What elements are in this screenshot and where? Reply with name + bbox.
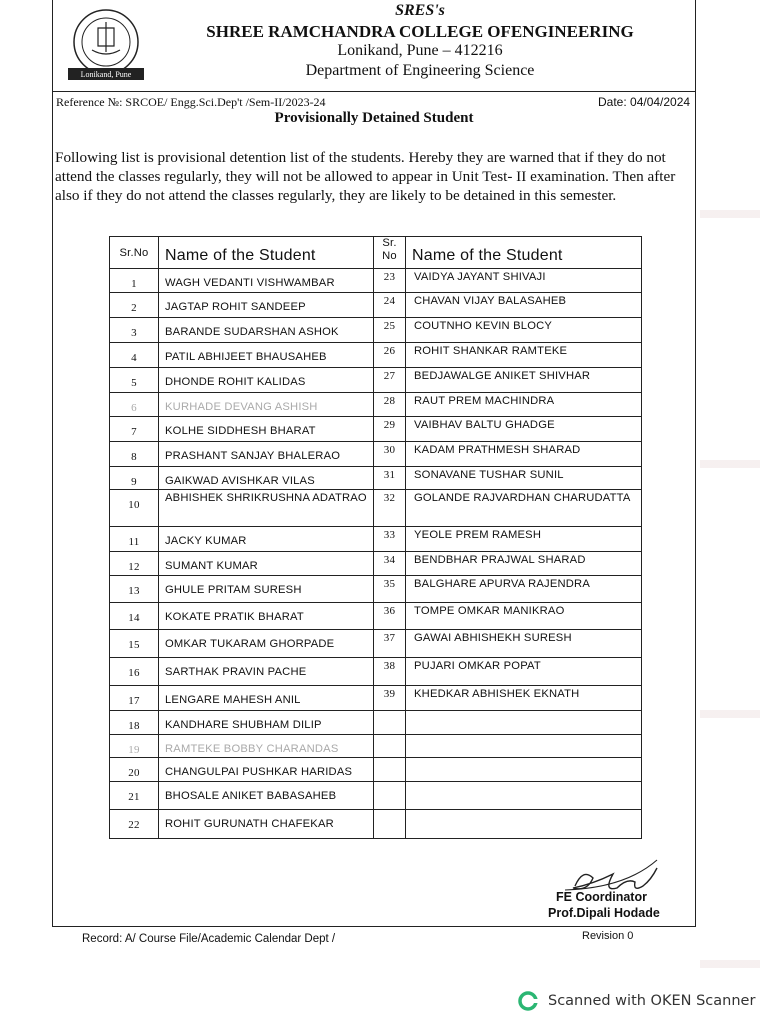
header-srno-2: Sr. No — [374, 237, 406, 269]
student-srno-2: 37 — [374, 630, 406, 658]
student-srno: 20 — [110, 758, 159, 782]
student-name: BHOSALE ANIKET BABASAHEB — [159, 782, 374, 810]
table-row — [110, 318, 642, 343]
org-name: SRES's — [395, 2, 445, 19]
student-name-2: VAIDYA JAYANT SHIVAJI — [406, 269, 642, 293]
student-name-2: ROHIT SHANKAR RAMTEKE — [406, 343, 642, 368]
student-name: DHONDE ROHIT KALIDAS — [159, 368, 374, 393]
student-srno-2 — [374, 735, 406, 758]
table-row — [110, 269, 642, 293]
student-srno-2: 33 — [374, 527, 406, 552]
student-srno: 18 — [110, 711, 159, 735]
student-srno-2: 38 — [374, 658, 406, 686]
student-srno: 4 — [110, 343, 159, 368]
student-srno: 3 — [110, 318, 159, 343]
student-name: JAGTAP ROHIT SANDEEP — [159, 293, 374, 318]
student-name-2: KADAM PRATHMESH SHARAD — [406, 442, 642, 467]
college-logo-icon — [62, 6, 150, 84]
student-srno: 13 — [110, 576, 159, 603]
student-name-2: COUTNHO KEVIN BLOCY — [406, 318, 642, 343]
student-name: LENGARE MAHESH ANIL — [159, 686, 374, 711]
student-srno: 12 — [110, 552, 159, 576]
student-srno-2 — [374, 810, 406, 839]
student-srno: 6 — [110, 393, 159, 417]
student-srno-2: 26 — [374, 343, 406, 368]
student-srno-2: 29 — [374, 417, 406, 442]
table-row — [110, 527, 642, 552]
student-name: BARANDE SUDARSHAN ASHOK — [159, 318, 374, 343]
student-srno-2: 27 — [374, 368, 406, 393]
student-name-2 — [406, 758, 642, 782]
student-srno: 21 — [110, 782, 159, 810]
student-srno-2: 39 — [374, 686, 406, 711]
student-srno: 11 — [110, 527, 159, 552]
college-address: Lonikand, Pune – 412216 — [337, 42, 503, 59]
table-row — [110, 442, 642, 467]
student-srno: 22 — [110, 810, 159, 839]
student-srno: 7 — [110, 417, 159, 442]
table-row — [110, 603, 642, 630]
intro-paragraph: Following list is provisional detention list of the students. Hereby they are warned that if they do not attend the classes regularly, they will not be allowed to appear in Unit Test- II examination. Then after also if they do not attend the classes regularly, they are likely to be detained in this semester. — [55, 149, 676, 204]
detained-students-table — [109, 236, 642, 839]
student-name: RAMTEKE BOBBY CHARANDAS — [159, 735, 374, 758]
student-name: ROHIT GURUNATH CHAFEKAR — [159, 810, 374, 839]
student-name: ABHISHEK SHRIKRUSHNA ADATRAO — [159, 490, 374, 527]
student-srno-2: 34 — [374, 552, 406, 576]
table-row — [110, 417, 642, 442]
student-srno-2: 36 — [374, 603, 406, 630]
reference-number: Reference №: SRCOE/ Engg.Sci.Dep't /Sem-II/2023-24 — [56, 95, 326, 109]
student-srno: 14 — [110, 603, 159, 630]
table-row — [110, 658, 642, 686]
student-name-2: TOMPE OMKAR MANIKRAO — [406, 603, 642, 630]
student-srno: 9 — [110, 467, 159, 490]
student-srno: 15 — [110, 630, 159, 658]
table-row — [110, 735, 642, 758]
student-srno: 2 — [110, 293, 159, 318]
student-name-2: GOLANDE RAJVARDHAN CHARUDATTA — [406, 490, 642, 527]
table-row — [110, 552, 642, 576]
footer-divider — [52, 926, 696, 927]
student-srno-2 — [374, 782, 406, 810]
student-name-2 — [406, 735, 642, 758]
student-name: KOLHE SIDDHESH BHARAT — [159, 417, 374, 442]
student-name-2: RAUT PREM MACHINDRA — [406, 393, 642, 417]
student-name-2: GAWAI ABHISHEKH SURESH — [406, 630, 642, 658]
student-srno-2: 35 — [374, 576, 406, 603]
student-srno: 10 — [110, 490, 159, 527]
record-reference: Record: A/ Course File/Academic Calendar Dept / — [82, 933, 336, 945]
department-name: Department of Engineering Science — [305, 62, 535, 79]
table-row — [110, 393, 642, 417]
student-srno: 8 — [110, 442, 159, 467]
student-name: JACKY KUMAR — [159, 527, 374, 552]
student-srno: 17 — [110, 686, 159, 711]
student-srno-2 — [374, 758, 406, 782]
header-name: Name of the Student — [159, 237, 374, 269]
document-title: Provisionally Detained Student — [274, 110, 474, 126]
table-row — [110, 810, 642, 839]
student-srno-2: 28 — [374, 393, 406, 417]
student-name-2: YEOLE PREM RAMESH — [406, 527, 642, 552]
student-srno: 19 — [110, 735, 159, 758]
student-srno-2: 30 — [374, 442, 406, 467]
table-row — [110, 576, 642, 603]
header-name-2: Name of the Student — [406, 237, 642, 269]
college-name: SHREE RAMCHANDRA COLLEGE OFENGINEERING — [206, 22, 634, 41]
student-srno-2: 23 — [374, 269, 406, 293]
student-name: KOKATE PRATIK BHARAT — [159, 603, 374, 630]
student-name: KANDHARE SHUBHAM DILIP — [159, 711, 374, 735]
student-name: WAGH VEDANTI VISHWAMBAR — [159, 269, 374, 293]
student-srno-2: 25 — [374, 318, 406, 343]
student-name: SARTHAK PRAVIN PACHE — [159, 658, 374, 686]
header-srno: Sr.No — [110, 237, 159, 269]
signatory-name: Prof.Dipali Hodade — [548, 906, 660, 920]
student-srno: 5 — [110, 368, 159, 393]
student-srno-2 — [374, 711, 406, 735]
table-row — [110, 758, 642, 782]
student-name: OMKAR TUKARAM GHORPADE — [159, 630, 374, 658]
student-name: KURHADE DEVANG ASHISH — [159, 393, 374, 417]
table-row — [110, 490, 642, 527]
student-name: PRASHANT SANJAY BHALERAO — [159, 442, 374, 467]
student-name-2: VAIBHAV BALTU GHADGE — [406, 417, 642, 442]
student-name-2: BENDBHAR PRAJWAL SHARAD — [406, 552, 642, 576]
signatory-role: FE Coordinator — [556, 890, 647, 904]
student-srno: 16 — [110, 658, 159, 686]
scanner-text: Scanned with OKEN Scanner — [548, 993, 756, 1009]
student-name-2 — [406, 782, 642, 810]
table-row — [110, 711, 642, 735]
student-name: SUMANT KUMAR — [159, 552, 374, 576]
student-name-2: PUJARI OMKAR POPAT — [406, 658, 642, 686]
table-row — [110, 686, 642, 711]
student-srno-2: 32 — [374, 490, 406, 527]
student-name: GHULE PRITAM SURESH — [159, 576, 374, 603]
scan-edge-shadow — [700, 90, 760, 970]
student-name-2: BEDJAWALGE ANIKET SHIVHAR — [406, 368, 642, 393]
student-name-2: SONAVANE TUSHAR SUNIL — [406, 467, 642, 490]
student-name-2 — [406, 711, 642, 735]
svg-text:Lonikand, Pune: Lonikand, Pune — [80, 70, 132, 79]
scanner-watermark — [518, 991, 755, 1011]
table-row — [110, 630, 642, 658]
table-row — [110, 782, 642, 810]
table-row — [110, 343, 642, 368]
table-row — [110, 293, 642, 318]
student-srno: 1 — [110, 269, 159, 293]
table-row — [110, 368, 642, 393]
student-name-2: BALGHARE APURVA RAJENDRA — [406, 576, 642, 603]
student-name-2 — [406, 810, 642, 839]
document-date: Date: 04/04/2024 — [598, 95, 691, 109]
student-name: PATIL ABHIJEET BHAUSAHEB — [159, 343, 374, 368]
student-name: CHANGULPAI PUSHKAR HARIDAS — [159, 758, 374, 782]
table-row — [110, 467, 642, 490]
student-name-2: KHEDKAR ABHISHEK EKNATH — [406, 686, 642, 711]
scanner-logo-icon — [518, 991, 538, 1011]
student-srno-2: 24 — [374, 293, 406, 318]
student-name: GAIKWAD AVISHKAR VILAS — [159, 467, 374, 490]
student-srno-2: 31 — [374, 467, 406, 490]
student-name-2: CHAVAN VIJAY BALASAHEB — [406, 293, 642, 318]
revision-number: Revision 0 — [582, 930, 634, 942]
